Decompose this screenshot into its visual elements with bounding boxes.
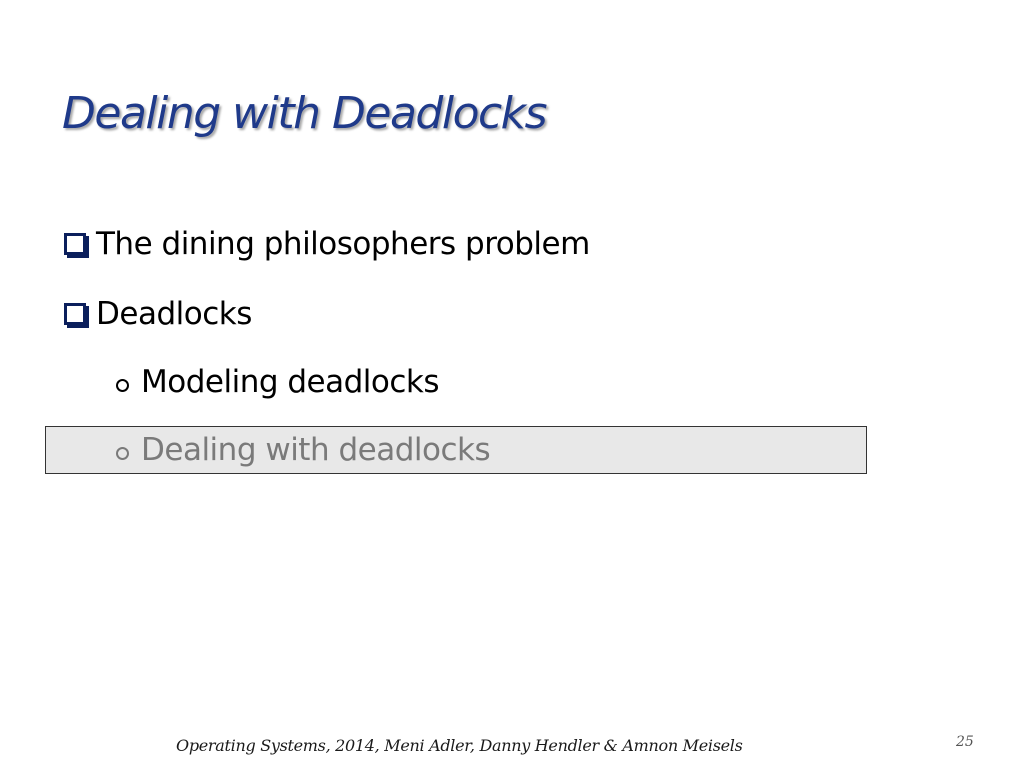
bullet-item-dining-philosophers (64, 226, 590, 262)
slide-title: Dealing with Deadlocks (62, 88, 547, 139)
highlighted-item-box (45, 426, 867, 474)
page-number: 25 (956, 734, 974, 750)
sub-bullet-text: Dealing with deadlocks (141, 432, 491, 468)
bullet-text: The dining philosophers problem (96, 226, 590, 262)
circle-bullet-icon (116, 379, 129, 392)
bullet-item-deadlocks (64, 296, 252, 332)
bullet-text: Deadlocks (96, 296, 252, 332)
sub-bullet-modeling-deadlocks (116, 364, 439, 400)
checkbox-bullet-icon (64, 233, 86, 255)
checkbox-bullet-icon (64, 303, 86, 325)
sub-bullet-text: Modeling deadlocks (141, 364, 440, 400)
sub-bullet-dealing-with-deadlocks (116, 432, 490, 468)
circle-bullet-icon (116, 447, 129, 460)
slide-footer: Operating Systems, 2014, Meni Adler, Danny Hendler & Amnon Meisels (176, 736, 743, 755)
